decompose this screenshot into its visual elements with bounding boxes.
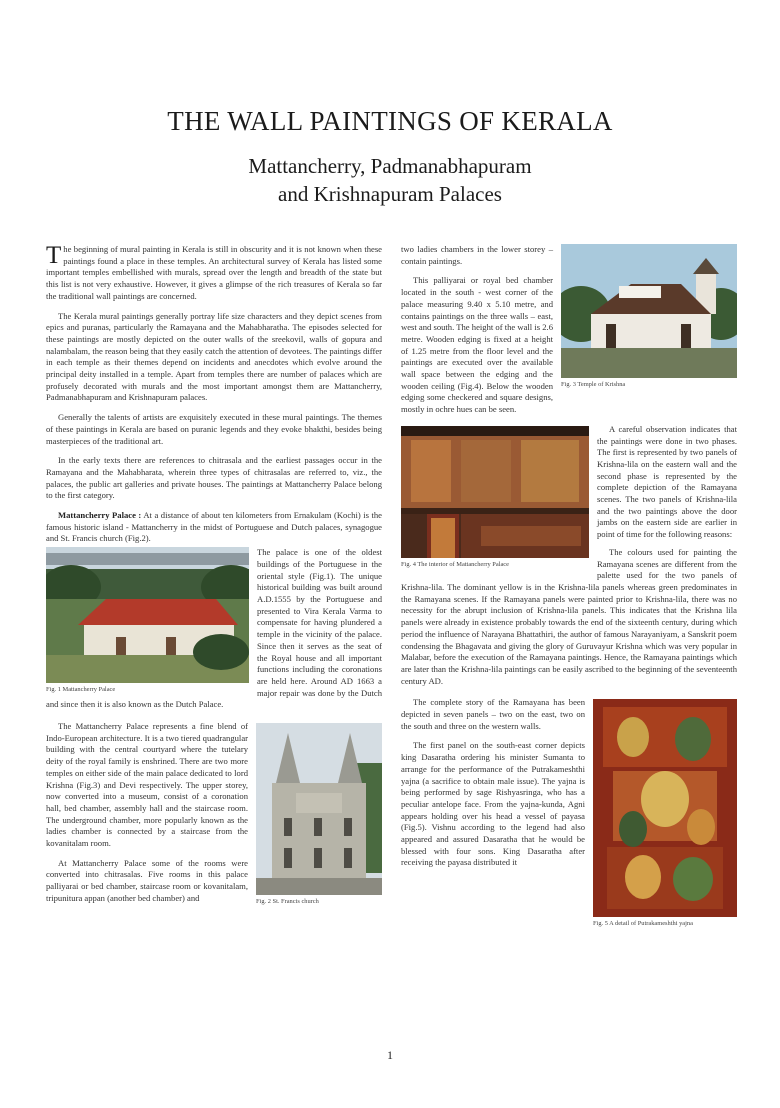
- figure-3-caption: Fig. 3 Temple of Krishna: [561, 381, 626, 388]
- page-number: 1: [387, 1048, 393, 1062]
- paragraph-phases-text: A careful observation indicates that the paintings were done in two phases. The first is represented by two panels of Krishna-lila on the eastern wall and the second phase is represented by the complete depiction of the Ramayana scenes. The two panels of Krishna-lila and the two paintings above the door jambs on the eastern side are earlier in point of time for the following reasons:: [597, 423, 737, 540]
- figure-5-caption: Fig. 5 A detail of Putrakameshthi yajna: [593, 920, 693, 928]
- figure-1-image: [46, 547, 249, 683]
- paragraph-talents: Generally the talents of artists are exquisitely executed in these mural paintings. The themes of these paintings in Kerala are based on puranic legends and they evoke bhakthi, besides being masterpieces of the traditional art.: [46, 412, 382, 446]
- paragraph-intro: [46, 244, 382, 303]
- paragraph-chitrasala: In the early texts there are references to chitrasala and the earliest passages occur in the Ramayana and the Mahabharata, wherein three types of chitrasalas are referred to, viz., the palaces, the public art galleries and private houses. The paintings at Mattancherry Palace belong to the first category.: [46, 455, 382, 501]
- paragraph-murals: The Kerala mural paintings generally portray life size characters and they depict scenes from epics and puranas, particularly the Ramayana and the Mahabharatha. The episodes selected for these paintings are mostly depicted on the outer walls of the sreekovil, walls of gopura and nalambalam, the reason being that they easily catch the attention of devotees. The paintings differ in each temple as their themes depend on incidents and anecdotes which evolve around the principal deity installed in a temple. Apart from temples there are number of palaces which are profusely decorated with murals and the most important amongst them are Mattancherry, Padmanabhapuram and Krishnapuram palaces.: [46, 310, 382, 403]
- figure-1-caption: Fig. 1 Mattancherry Palace: [46, 686, 116, 694]
- paragraph-palace-history: The palace is one of the oldest buildings of the Portuguese in the oriental style (Fig.1). The unique historical building was built around A.D.1555 by the Portuguese and presented to Vira Kerala Varma to compensate for having plundered a temple in the vicinity of the palace. Since then it serves as the seat of the Royal house and all important functions including the coronations are held here. Around AD 1663 a major repair was done by the Dutch and since then it is also known as the Dutch Palace.: [46, 547, 382, 710]
- figure-5: [593, 699, 737, 928]
- figure-4: [401, 426, 589, 569]
- paragraph-phases: [401, 423, 737, 568]
- figure-4-caption: Fig. 4 The interior of Mattancherry Palace: [401, 560, 509, 568]
- paragraph-first-panel: The first panel on the south-east corner depicts king Dasaratha ordering his minister Sumanta to arrange for the performance of the Putrakameshthi yajna (a sacrifice to obtain male issue). The yajna is being performed by sage Rishyasringa, who has a peculiar antelope face. From the yajna-kunda, Agni appears holding over his head a vessel of payasa (Fig.5). Vishnu according to the legend had also appeared and assured Dasaratha that he would be blessed with four sons. King Dasaratha after receiving the payasa distributed it: [401, 740, 585, 868]
- figure-3-image: [561, 244, 737, 378]
- subtitle-line-1: Mattancherry, Padmanabhapuram: [248, 154, 532, 178]
- figure-5-image: [593, 699, 737, 917]
- page-title: THE WALL PAINTINGS OF KERALA: [167, 106, 613, 136]
- drop-cap: T: [46, 242, 62, 269]
- paragraph-mattancherry-text: At a distance of about ten kilometers from Ernakulam (Kochi) is the famous historic island - Mattancherry in the midst of Portuguese and Dutch palaces, synagogue and St. Francis church (Fig.2).: [46, 510, 382, 544]
- paragraph-chitrasalas: At Mattancherry Palace some of the rooms were converted into chitrasalas. Five rooms in this palace palliyarai or bed chamber, staircase room or kovanitalam, tripunitura appan (another bed chamber) and: [46, 857, 248, 903]
- paragraph-architecture-text: The Mattancherry Palace represents a fine blend of Indo-European architecture. It is a two tiered quadrangular building with the central courtyard where the tutelary deity of the royal family is enshrined. There are two more temples on either side of the main palace dedicated to lord Krishna (Fig.3) and Devi respectively. The upper storey, now converted into a museum, consist of a coronation hall, bed chamber, assembly hall and the staircase room. The underground chamber, more popularly known as the ladies chamber is connected by a staircase from the kovanitalam room.: [46, 721, 248, 849]
- paragraph-mattancherry: [46, 510, 382, 545]
- paragraph-seven-panels-text: The complete story of the Ramayana has been depicted in seven panels – two on the east, two on the south and three on the western walls.: [401, 697, 585, 731]
- paragraph-colours: The colours used for painting the Ramayana scenes are different from the palette used for the two panels of Krishna-lila. The dominant yellow is in the Krishna-lila panels whereas green predominates in the Ramayana scenes. If the Ramayana panels were painted prior to Krishna-lila, there was no necessity for the abrupt inclusion of Krishna-lila panels. This indicates that the Krishna lila panels were already in existence probably towards the end of the sixteenth century, during which period the influence of Narayana Bhattathiri, the author of famous Narayaniyam, a Sanskrit poem condensing the Bhagavata and giving the glory of Guruvayur Krishna which was very popular in Malabar, before the execution of the Ramayana paintings. Hence, the Ramayana paintings which are later than the Krishna-lila paintings can be easily ascribed to the beginning of the seventeenth century AD.: [401, 546, 737, 686]
- figure-2-image: [256, 723, 382, 895]
- paragraph-intro-text: he beginning of mural painting in Kerala is still in obscurity and it is not known when these paintings found a place in these temples. An architectural survey of Kerala has listed some important temples embellished with murals, spread over the length and breadth of the state but this list is not very exhaustive. However, it gives a glimpse of the rich treasures of Kerala so far the traditional wall paintings are concerned.: [46, 244, 382, 301]
- page-subtitle: [0, 152, 780, 208]
- figure-2: [256, 723, 382, 906]
- paragraph-palliyarai: This palliyarai or royal bed chamber located in the south - west corner of the palace measuring 9.40 x 5.10 metre, and contains paintings on the three walls – east, west and south. The height of the wall is 2.6 metre. Wooden edging is fixed at a height of 1.25 metre from the floor level and the paintings are executed over the available wall space between the edging and the wooden ceiling (Fig.4). Below the wooden edging some checkered and square designs, mostly in ochre hues can be seen.: [401, 275, 553, 415]
- figure-1: [46, 547, 249, 694]
- right-column: [401, 244, 737, 932]
- subtitle-line-2: and Krishnapuram Palaces: [278, 182, 502, 206]
- figure-3: [561, 244, 737, 389]
- figure-2-caption: Fig. 2 St. Francis church: [256, 898, 319, 906]
- section-heading-mattancherry: Mattancherry Palace :: [58, 510, 142, 521]
- paragraph-lower-storey: two ladies chambers in the lower storey – contain paintings.: [401, 244, 553, 266]
- figure-4-image: [401, 426, 589, 558]
- left-column: [46, 244, 382, 913]
